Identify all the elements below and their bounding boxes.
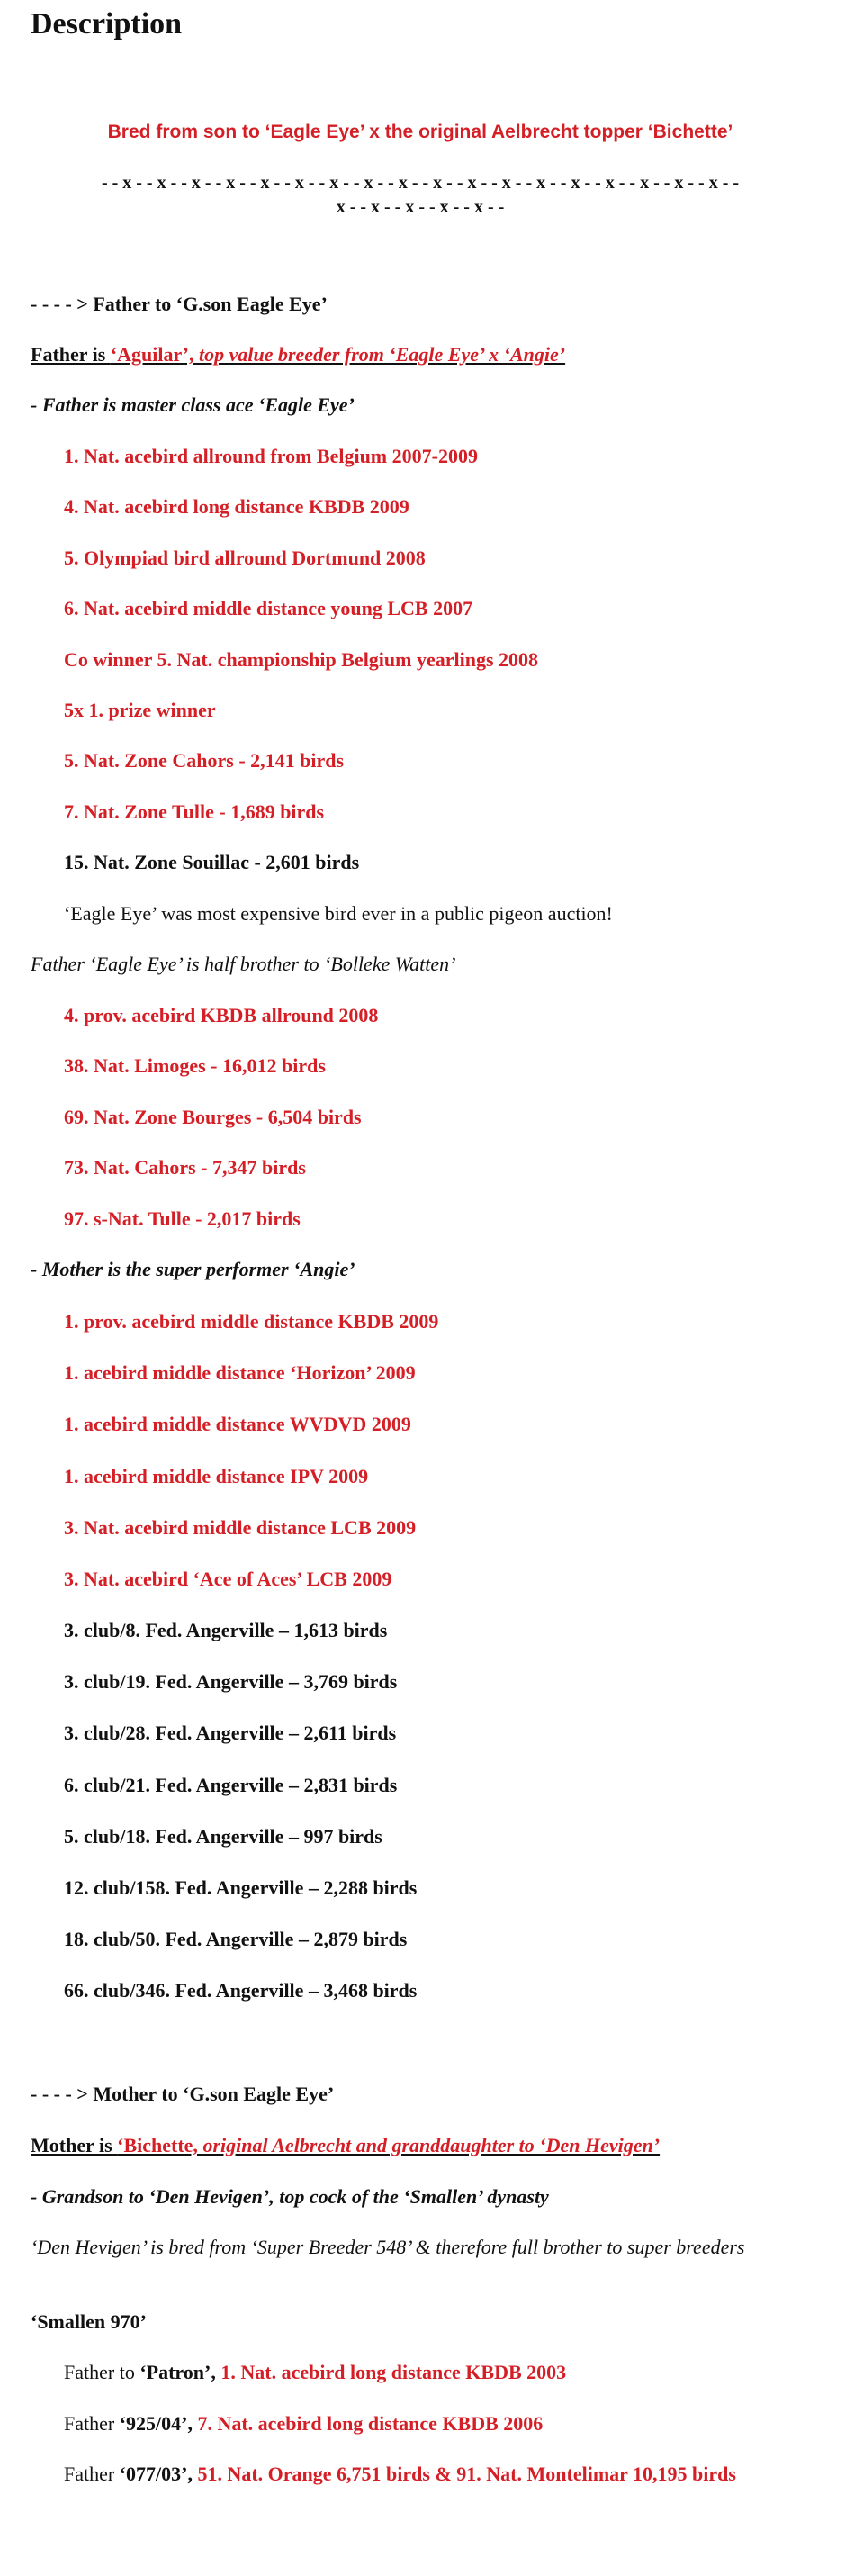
father-description: top value breeder from ‘Eagle Eye’ x ‘Angie’ [198, 343, 566, 366]
intro-tagline: Bred from son to ‘Eagle Eye’ x the original Aelbrecht topper ‘Bichette’ [107, 122, 734, 142]
eagle-eye-result: 1. Nat. acebird allround from Belgium 2007-2009 [64, 445, 478, 467]
eagle-eye-result: Co winner 5. Nat. championship Belgium yearlings 2008 [64, 648, 539, 671]
separator-line-2: x - - x - - x - - x - - x - - [336, 197, 505, 217]
mother-section-heading: - - - - > Mother to ‘G.son Eagle Eye’ [31, 2083, 335, 2105]
angie-club-result: 3. club/19. Fed. Angerville – 3,769 birds [64, 1670, 398, 1693]
angie-result: 1. acebird middle distance IPV 2009 [64, 1465, 369, 1487]
angie-result: 1. acebird middle distance WVDVD 2009 [64, 1413, 411, 1435]
half-brother-note: Father ‘Eagle Eye’ is half brother to ‘Bolleke Watten’ [31, 953, 456, 975]
offspring-result: 1. Nat. acebird long distance KBDB 2003 [220, 2361, 567, 2383]
offspring-name: ‘Patron’, [140, 2361, 221, 2383]
offspring-name: ‘077/03’, [119, 2463, 198, 2485]
den-hevigen-note: ‘Den Hevigen’ is bred from ‘Super Breeder 548’ & therefore full brother to super breeders [31, 2236, 745, 2258]
eagle-eye-result-black: 15. Nat. Zone Souillac - 2,601 birds [64, 851, 360, 873]
angie-result: 1. prov. acebird middle distance KBDB 2009 [64, 1310, 439, 1333]
eagle-eye-result: 4. Nat. acebird long distance KBDB 2009 [64, 495, 410, 518]
angie-club-result: 18. club/50. Fed. Angerville – 2,879 birds [64, 1928, 408, 1950]
eagle-eye-result: 5. Olympiad bird allround Dortmund 2008 [64, 547, 426, 569]
smallen-label: ‘Smallen 970’ [31, 2310, 147, 2333]
angie-result: 3. Nat. acebird middle distance LCB 2009 [64, 1516, 417, 1539]
angie-club-result: 5. club/18. Fed. Angerville – 997 birds [64, 1825, 382, 1848]
mother-name: ‘Bichette, [117, 2134, 203, 2156]
angie-club-result: 12. club/158. Fed. Angerville – 2,288 birds [64, 1876, 418, 1899]
eagle-eye-heading: - Father is master class ace ‘Eagle Eye’ [31, 393, 355, 416]
separator-line-1: - - x - - x - - x - - x - - x - - x - - x - - x - - x - - x - - x - - x - - x - - x - - x - - x - - x - - x - - [101, 173, 740, 193]
grandson-heading: - Grandson to ‘Den Hevigen’, top cock of the ‘Smallen’ dynasty [31, 2185, 549, 2208]
bolleke-result: 38. Nat. Limoges - 16,012 birds [64, 1054, 326, 1077]
mother-description: original Aelbrecht and granddaughter to ‘Den Hevigen’ [202, 2134, 661, 2156]
offspring-prefix: Father to [64, 2361, 140, 2383]
auction-note: ‘Eagle Eye’ was most expensive bird ever in a public pigeon auction! [64, 902, 613, 925]
father-name: ‘Aguilar’, [110, 343, 199, 366]
angie-heading: - Mother is the super performer ‘Angie’ [31, 1258, 356, 1280]
angie-club-result: 3. club/8. Fed. Angerville – 1,613 birds [64, 1619, 388, 1641]
eagle-eye-result: 7. Nat. Zone Tulle - 1,689 birds [64, 800, 325, 823]
angie-result: 3. Nat. acebird ‘Ace of Aces’ LCB 2009 [64, 1568, 392, 1590]
angie-club-result: 3. club/28. Fed. Angerville – 2,611 birds [64, 1722, 397, 1744]
father-is-line [31, 343, 565, 366]
offspring-result: 7. Nat. acebird long distance KBDB 2006 [197, 2412, 544, 2435]
angie-club-result: 6. club/21. Fed. Angerville – 2,831 birds [64, 1774, 398, 1796]
eagle-eye-result: 6. Nat. acebird middle distance young LCB 2007 [64, 597, 473, 619]
bolleke-result: 97. s-Nat. Tulle - 2,017 birds [64, 1207, 301, 1230]
offspring-name: ‘925/04’, [119, 2412, 198, 2435]
page-title: Description [31, 7, 183, 41]
offspring-line [64, 2412, 543, 2436]
offspring-prefix: Father [64, 2412, 120, 2435]
offspring-line [31, 2462, 814, 2487]
mother-is-line [31, 2134, 660, 2157]
angie-result: 1. acebird middle distance ‘Horizon’ 2009 [64, 1361, 416, 1384]
mother-is-prefix: Mother is [31, 2134, 118, 2156]
angie-club-result: 66. club/346. Fed. Angerville – 3,468 birds [64, 1979, 418, 2002]
eagle-eye-result: 5. Nat. Zone Cahors - 2,141 birds [64, 749, 345, 772]
eagle-eye-result: 5x 1. prize winner [64, 699, 216, 721]
father-section-heading: - - - - > Father to ‘G.son Eagle Eye’ [31, 293, 328, 315]
bolleke-result: 69. Nat. Zone Bourges - 6,504 birds [64, 1106, 362, 1128]
bolleke-result: 73. Nat. Cahors - 7,347 birds [64, 1156, 306, 1179]
offspring-prefix: Father [64, 2463, 120, 2485]
offspring-line [64, 2361, 566, 2384]
bolleke-result: 4. prov. acebird KBDB allround 2008 [64, 1004, 379, 1026]
offspring-result: 51. Nat. Orange 6,751 birds & 91. Nat. Montelimar 10,195 birds [197, 2463, 736, 2485]
father-is-prefix: Father is [31, 343, 111, 366]
